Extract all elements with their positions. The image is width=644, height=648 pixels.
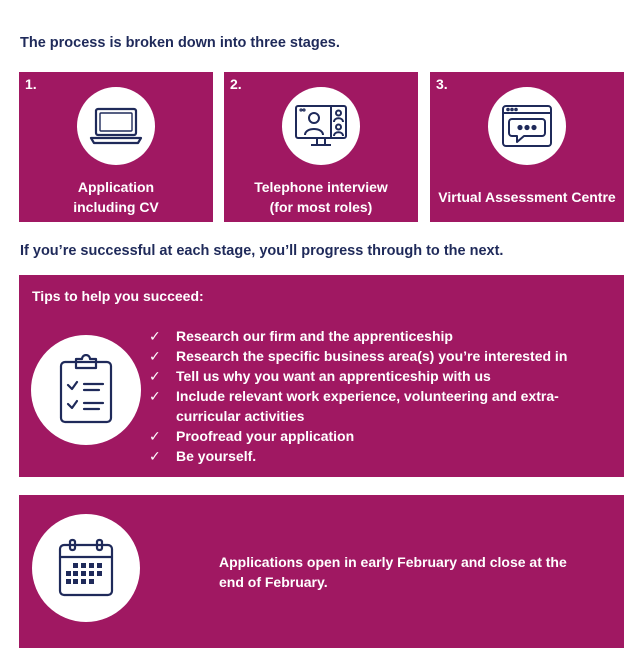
list-item — [147, 346, 607, 366]
stages — [19, 72, 624, 222]
clipboard-checklist-icon — [57, 354, 115, 426]
list-item — [147, 426, 607, 446]
progress-note: If you’re successful at each stage, you’ll progress through to the next. — [20, 243, 504, 259]
calendar-icon — [57, 538, 115, 598]
stage-number: 3. — [436, 76, 448, 92]
check-icon: ✓ — [149, 388, 161, 404]
list-item — [147, 446, 607, 466]
check-icon: ✓ — [149, 368, 161, 384]
laptop-icon — [88, 105, 144, 147]
intro-text: The process is broken down into three stages. — [20, 35, 340, 51]
list-item — [147, 326, 607, 346]
icon-circle — [282, 87, 360, 165]
video-call-icon — [293, 103, 349, 149]
tip-text: Research our firm and the apprenticeship — [176, 328, 453, 344]
stage-application — [19, 72, 213, 222]
check-icon: ✓ — [149, 428, 161, 444]
stage-telephone-interview — [224, 72, 418, 222]
tips-title: Tips to help you succeed: — [32, 288, 204, 304]
applications-panel — [19, 495, 624, 648]
chat-window-icon — [500, 103, 554, 149]
check-icon: ✓ — [149, 328, 161, 344]
tip-text: Tell us why you want an apprenticeship with us — [176, 368, 491, 384]
tips-list — [147, 326, 607, 466]
stage-label: Telephone interview (for most roles) — [254, 179, 388, 215]
stage-number: 2. — [230, 76, 242, 92]
icon-circle — [77, 87, 155, 165]
stage-virtual-assessment-centre — [430, 72, 624, 222]
stage-number: 1. — [25, 76, 37, 92]
tips-panel — [19, 275, 624, 477]
stage-label: Virtual Assessment Centre — [438, 189, 616, 205]
icon-circle — [32, 514, 140, 622]
applications-text: Applications open in early February and close at the end of February. — [219, 554, 567, 590]
tip-text: Be yourself. — [176, 448, 257, 464]
tip-text: Proofread your application — [176, 428, 355, 444]
check-icon: ✓ — [149, 348, 161, 364]
list-item — [147, 386, 607, 426]
stage-label: Application including CV — [73, 179, 159, 215]
icon-circle — [488, 87, 566, 165]
list-item — [147, 366, 607, 386]
check-icon: ✓ — [149, 448, 161, 464]
tip-text: Include relevant work experience, volunteering and extra-curricular activities — [176, 388, 559, 424]
tip-text: Research the specific business area(s) you’re interested in — [176, 348, 568, 364]
icon-circle — [31, 335, 141, 445]
